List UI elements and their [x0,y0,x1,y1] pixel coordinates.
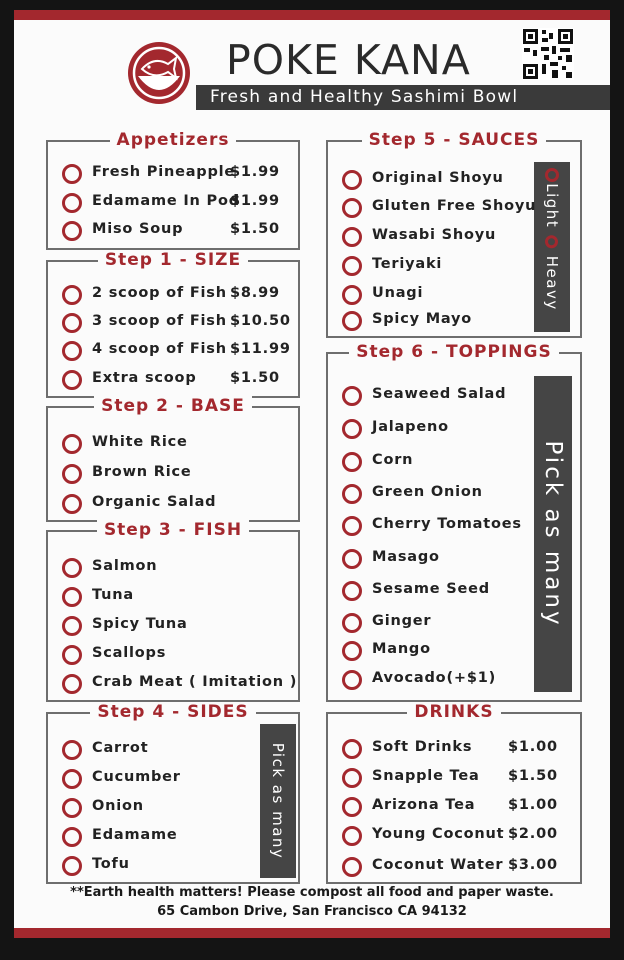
sauces-item-label: Teriyaki [372,256,443,272]
radio-circle-icon[interactable] [342,419,362,439]
radio-circle-icon[interactable] [342,670,362,690]
drinks-item-label: Snapple Tea [372,768,480,784]
tagline: Fresh and Healthy Sashimi Bowl [210,87,519,107]
base-item-label: Organic Salad [92,494,217,510]
radio-circle-icon[interactable] [62,616,82,636]
light-heavy-circle-icon[interactable] [545,235,558,248]
menu-card [14,10,610,938]
drinks-item-price: $1.00 [508,739,558,755]
radio-circle-icon[interactable] [62,856,82,876]
radio-circle-icon[interactable] [342,285,362,305]
radio-circle-icon[interactable] [342,484,362,504]
poke-bowl-logo-icon [128,42,190,104]
drinks-item-price: $1.50 [508,768,558,784]
sauces-title: Step 5 - SAUCES [362,130,547,150]
appetizers-item-label: Fresh Pineapple [92,164,236,180]
toppings-item-label: Ginger [372,613,432,629]
size-item-price: $10.50 [230,313,291,329]
radio-circle-icon[interactable] [342,549,362,569]
size-item-label: 2 scoop of Fish [92,285,227,301]
toppings-pick-bar [534,376,572,692]
radio-circle-icon[interactable] [62,740,82,760]
size-item-label: 3 scoop of Fish [92,313,227,329]
sides-pick-bar [260,724,296,878]
size-title: Step 1 - SIZE [98,250,248,270]
fish-item-label: Crab Meat ( Imitation ) [92,674,298,690]
toppings-item-label: Green Onion [372,484,483,500]
radio-circle-icon[interactable] [342,613,362,633]
radio-circle-icon[interactable] [62,434,82,454]
toppings-item-label: Seaweed Salad [372,386,507,402]
size-item-price: $8.99 [230,285,280,301]
sides-item-label: Onion [92,798,144,814]
radio-circle-icon[interactable] [342,311,362,331]
radio-circle-icon[interactable] [62,558,82,578]
toppings-item-label: Mango [372,641,431,657]
fish-item-label: Tuna [92,587,134,603]
radio-circle-icon[interactable] [62,645,82,665]
heavy-label: Heavy [543,255,561,311]
radio-circle-icon[interactable] [62,674,82,694]
drinks-item-label: Soft Drinks [372,739,473,755]
radio-circle-icon[interactable] [62,827,82,847]
toppings-title: Step 6 - TOPPINGS [349,342,558,362]
bottom-stripe [14,928,610,938]
appetizers-title: Appetizers [110,130,237,150]
radio-circle-icon[interactable] [342,452,362,472]
radio-circle-icon[interactable] [342,198,362,218]
sides-section [46,702,300,884]
light-circle-icon[interactable] [545,168,559,182]
appetizers-item-label: Miso Soup [92,221,184,237]
qr-code-icon[interactable] [522,28,574,80]
sides-item-label: Carrot [92,740,149,756]
drinks-item-label: Arizona Tea [372,797,476,813]
toppings-pick-label: Pick as many [540,440,566,628]
sauces-section [326,130,582,338]
brand-name: POKE KANA [226,36,471,84]
radio-circle-icon[interactable] [62,464,82,484]
drinks-item-label: Coconut Water [372,857,504,873]
radio-circle-icon[interactable] [62,769,82,789]
radio-circle-icon[interactable] [342,386,362,406]
size-item-price: $11.99 [230,341,291,357]
drinks-title: DRINKS [407,702,500,722]
base-section [46,396,300,522]
sauces-item-label: Spicy Mayo [372,311,473,327]
toppings-section [326,342,582,702]
radio-circle-icon[interactable] [62,494,82,514]
toppings-item-label: Cherry Tomatoes [372,516,522,532]
radio-circle-icon[interactable] [342,256,362,276]
radio-circle-icon[interactable] [342,170,362,190]
top-stripe [14,10,610,20]
appetizers-item-price: $1.99 [230,164,280,180]
radio-circle-icon[interactable] [62,370,82,390]
sauces-item-label: Wasabi Shoyu [372,227,497,243]
radio-circle-icon[interactable] [342,641,362,661]
radio-circle-icon[interactable] [342,739,362,759]
sides-pick-label: Pick as many [269,742,287,860]
sides-item-label: Tofu [92,856,130,872]
fish-item-label: Scallops [92,645,167,661]
fish-section [46,520,300,702]
radio-circle-icon[interactable] [342,581,362,601]
sides-item-label: Cucumber [92,769,181,785]
radio-circle-icon[interactable] [342,797,362,817]
toppings-item-label: Masago [372,549,440,565]
toppings-item-label: Corn [372,452,414,468]
appetizers-section [46,130,300,250]
drinks-item-label: Young Coconut [372,826,505,842]
fish-title: Step 3 - FISH [97,520,249,540]
radio-circle-icon[interactable] [62,341,82,361]
compost-note: **Earth health matters! Please compost all food and paper waste. [70,885,554,900]
radio-circle-icon[interactable] [62,285,82,305]
radio-circle-icon[interactable] [342,768,362,788]
light-label: Light [543,183,561,229]
sauces-item-label: Unagi [372,285,424,301]
appetizers-item-price: $1.99 [230,193,280,209]
size-section [46,250,300,398]
radio-circle-icon[interactable] [62,221,82,241]
size-item-label: Extra scoop [92,370,197,386]
sides-title: Step 4 - SIDES [90,702,255,722]
appetizers-item-price: $1.50 [230,221,280,237]
radio-circle-icon[interactable] [342,857,362,877]
radio-circle-icon[interactable] [342,516,362,536]
drinks-item-price: $3.00 [508,857,558,873]
drinks-item-price: $1.00 [508,797,558,813]
radio-circle-icon[interactable] [62,798,82,818]
fish-item-label: Spicy Tuna [92,616,188,632]
sides-item-label: Edamame [92,827,178,843]
radio-circle-icon[interactable] [62,587,82,607]
toppings-item-label: Avocado(+$1) [372,670,497,686]
sauce-strength-bar [534,162,570,332]
radio-circle-icon[interactable] [62,193,82,213]
radio-circle-icon[interactable] [62,313,82,333]
appetizers-item-label: Edamame In Pod [92,193,240,209]
toppings-item-label: Jalapeno [372,419,449,435]
base-title: Step 2 - BASE [94,396,252,416]
toppings-item-label: Sesame Seed [372,581,490,597]
radio-circle-icon[interactable] [342,826,362,846]
drinks-section [326,702,582,884]
sauces-item-label: Gluten Free Shoyu [372,198,537,214]
radio-circle-icon[interactable] [342,227,362,247]
base-item-label: Brown Rice [92,464,192,480]
size-item-price: $1.50 [230,370,280,386]
drinks-item-price: $2.00 [508,826,558,842]
size-item-label: 4 scoop of Fish [92,341,227,357]
radio-circle-icon[interactable] [62,164,82,184]
sauces-item-label: Original Shoyu [372,170,504,186]
fish-item-label: Salmon [92,558,158,574]
address: 65 Cambon Drive, San Francisco CA 94132 [157,904,467,919]
base-item-label: White Rice [92,434,188,450]
